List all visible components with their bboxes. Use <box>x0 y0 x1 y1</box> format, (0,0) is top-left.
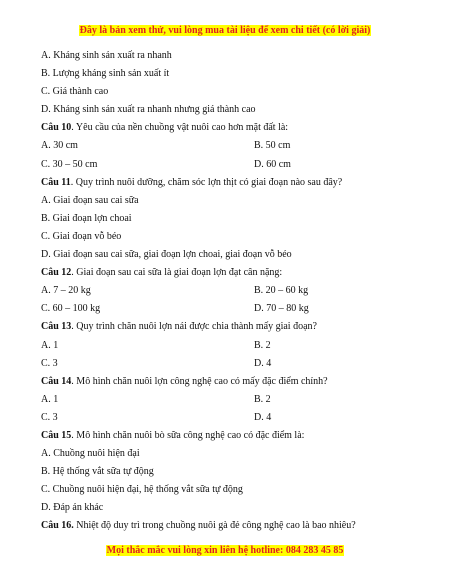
answer-option: D. Giai đoạn sau cai sữa, giai đoạn lợn choai, giai đoạn vỗ béo <box>41 249 292 261</box>
answer-option: D. 60 cm <box>254 158 291 170</box>
question-text: . Giai đoạn sau cai sữa là giai đoạn lợn đạt cân nặng: <box>71 267 283 279</box>
option-line <box>41 466 421 484</box>
option-line <box>41 484 421 502</box>
option-line <box>41 159 421 177</box>
answer-option: C. 30 – 50 cm <box>41 158 98 170</box>
option-line <box>41 394 421 412</box>
option-line <box>41 86 421 104</box>
answer-option: D. Đáp án khác <box>41 502 104 514</box>
answer-option: A. 1 <box>41 339 59 351</box>
question-15 <box>41 430 421 448</box>
question-number: Câu 14 <box>41 375 72 387</box>
question-number: Câu 13 <box>41 321 72 333</box>
option-line <box>41 140 421 158</box>
option-line <box>41 502 421 520</box>
question-text: . Quy trình nuôi dưỡng, chăm sóc lợn thịt có giai đoạn nào sau đây? <box>70 176 343 188</box>
option-line <box>41 285 421 303</box>
question-text: . Mô hình chăn nuôi lợn công nghệ cao có mấy đặc điểm chính? <box>71 375 328 387</box>
preview-notice-banner <box>0 24 450 37</box>
answer-option: C. Giai đoạn vỗ béo <box>41 230 122 242</box>
question-14 <box>41 376 421 394</box>
option-line <box>41 104 421 122</box>
question-number: Câu 11 <box>41 176 71 188</box>
question-13 <box>41 321 421 339</box>
answer-option: B. 2 <box>254 339 271 351</box>
question-number: Câu 16. <box>41 520 74 532</box>
question-text: . Mô hình chăn nuôi bò sữa công nghệ cao có đặc điểm là: <box>71 429 305 441</box>
question-16 <box>41 520 421 538</box>
answer-option: A. Giai đoạn sau cai sữa <box>41 194 139 206</box>
answer-option: A. Chuồng nuôi hiện đại <box>41 448 140 460</box>
option-line <box>41 448 421 466</box>
answer-option: C. 3 <box>41 357 58 369</box>
answer-option: B. 20 – 60 kg <box>254 285 309 297</box>
question-number: Câu 12 <box>41 267 72 279</box>
preview-notice-text: Đây là bản xem thử, vui lòng mua tài liệu để xem chi tiết (có lời giải) <box>79 25 371 36</box>
option-line <box>41 412 421 430</box>
question-text: . Yêu cầu của nền chuồng vật nuôi cao hơn mặt đất là: <box>71 122 289 134</box>
option-line <box>41 340 421 358</box>
hotline-notice-text: Mọi thắc mắc vui lòng xin liên hệ hotline: 084 283 45 85 <box>106 545 344 556</box>
answer-option: B. Giai đoạn lợn choai <box>41 212 132 224</box>
question-text: . Quy trình chăn nuôi lợn nái được chia thành mấy giai đoạn? <box>71 321 317 333</box>
answer-option: D. 4 <box>254 357 272 369</box>
answer-option: D. 4 <box>254 411 272 423</box>
question-text: Nhiệt độ duy trì trong chuồng nuôi gà đẻ công nghệ cao là bao nhiêu? <box>73 520 356 532</box>
option-line <box>41 195 421 213</box>
question-number: Câu 15 <box>41 429 72 441</box>
document-body <box>41 50 421 539</box>
option-line <box>41 249 421 267</box>
answer-option: C. 60 – 100 kg <box>41 303 101 315</box>
answer-option: B. Hệ thống vắt sữa tự động <box>41 466 154 478</box>
question-10 <box>41 122 421 140</box>
option-line <box>41 303 421 321</box>
answer-option: C. Chuồng nuôi hiện đại, hệ thống vắt sữa tự động <box>41 484 243 496</box>
answer-option: D. Kháng sinh sản xuất ra nhanh nhưng giá thành cao <box>41 104 256 116</box>
option-line <box>41 213 421 231</box>
answer-option: A. 30 cm <box>41 140 78 152</box>
question-11 <box>41 177 421 195</box>
question-12 <box>41 267 421 285</box>
answer-option: D. 70 – 80 kg <box>254 303 309 315</box>
answer-option: C. 3 <box>41 411 58 423</box>
option-line <box>41 231 421 249</box>
answer-option: B. 50 cm <box>254 140 291 152</box>
option-line <box>41 358 421 376</box>
question-number: Câu 10 <box>41 122 72 134</box>
answer-option: C. Giá thành cao <box>41 86 109 98</box>
option-line <box>41 50 421 68</box>
answer-option: A. 1 <box>41 393 59 405</box>
answer-option: A. 7 – 20 kg <box>41 285 91 297</box>
hotline-notice-banner <box>0 544 450 557</box>
option-line <box>41 68 421 86</box>
answer-option: A. Kháng sinh sản xuất ra nhanh <box>41 50 172 61</box>
answer-option: B. Lượng kháng sinh sản xuất ít <box>41 68 170 80</box>
answer-option: B. 2 <box>254 393 271 405</box>
